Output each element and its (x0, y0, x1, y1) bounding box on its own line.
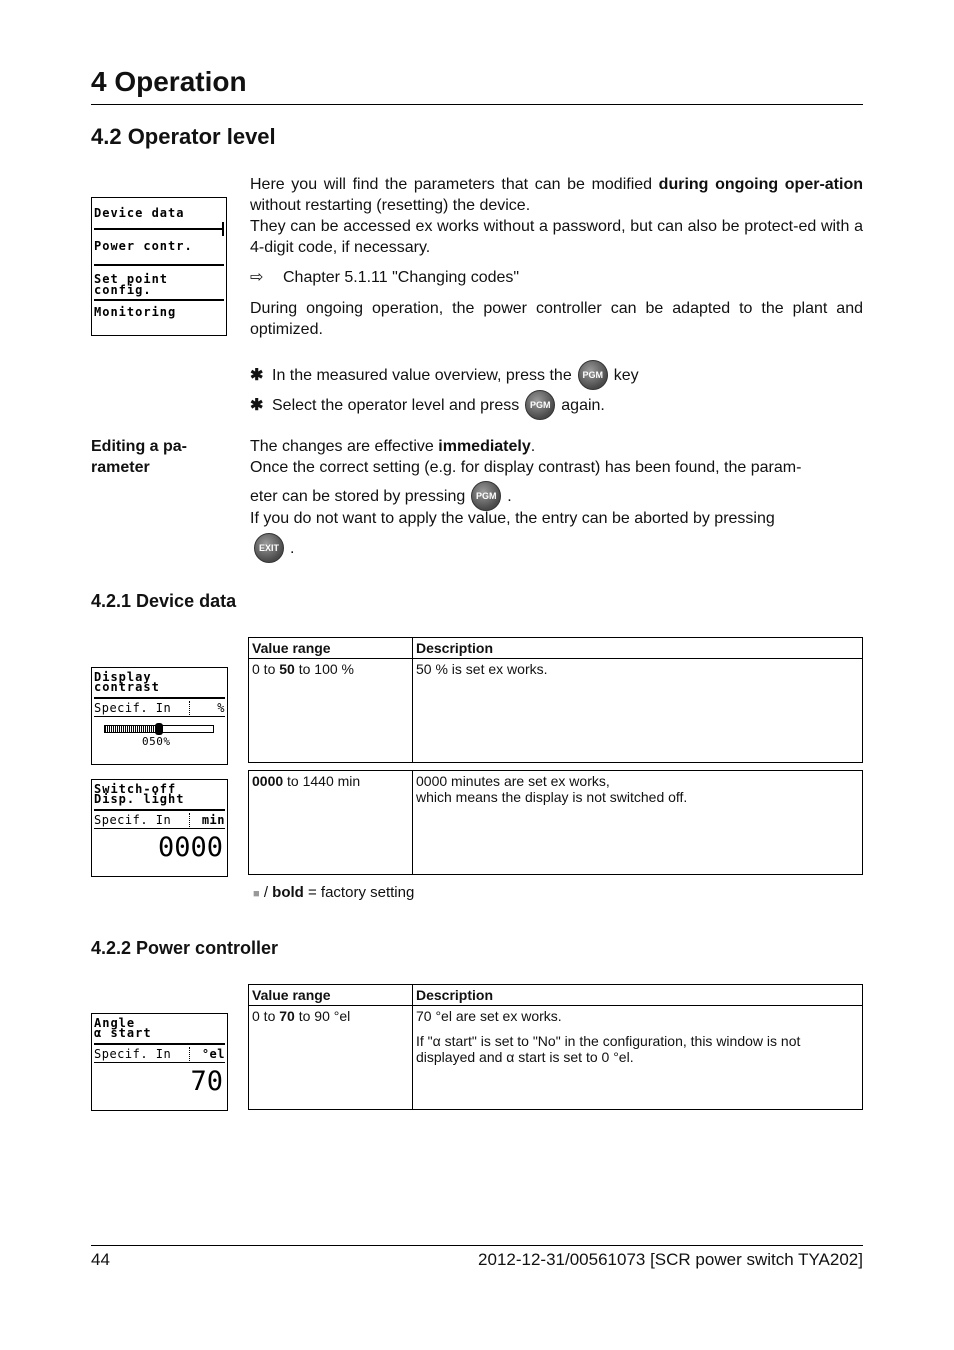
table-row (249, 1006, 863, 1110)
device-data-table (248, 637, 863, 875)
description-cell: 0000 minutes are set ex works, which means the display is not switched off. (413, 771, 863, 875)
footer-rule (91, 1245, 863, 1246)
factory-setting-square-icon: ■ (253, 888, 260, 900)
intro-paragraph: Here you will find the parameters that can be modified during ongoing oper-ation without restarting (resetting) the device. They can be accessed ex works without a password, but can also be protect-ed with a 4-digit code, if necessary. (250, 176, 863, 256)
col-header-value-range: Value range (249, 638, 413, 659)
operation-paragraph: During ongoing operation, the power controller can be adapted to the plant and optimized. (250, 300, 863, 338)
document-id: 2012-12-31/00561073 [SCR power switch TYA202] (478, 1250, 863, 1269)
chapter-reference: ⇨ Chapter 5.1.11 "Changing codes" (250, 269, 520, 286)
arrow-right-icon: ⇨ (250, 269, 264, 286)
switch-off-light-lcd: Switch-off Disp. light Specif. In min 0000 (91, 779, 228, 877)
value-range-cell: 0 to 50 to 100 % (249, 659, 413, 763)
editing-line-2: Once the correct setting (e.g. for display contrast) has been found, the param- (250, 459, 802, 476)
pgm-key-icon: PGM (471, 481, 501, 511)
description-cell: 70 °el are set ex works. If "α start" is set to "No" in the configuration, this window is not displayed and α start is set to 0 °el. (413, 1006, 863, 1110)
contrast-slider (104, 725, 214, 733)
editing-line-5: EXIT . (250, 533, 863, 563)
pgm-key-icon: PGM (578, 360, 608, 390)
menu-item-power-contr: Power contr. (94, 239, 193, 253)
menu-item-monitoring: Monitoring (94, 305, 177, 319)
exit-key-icon: EXIT (254, 533, 284, 563)
device-data-heading: 4.2.1 Device data (91, 591, 237, 611)
editing-line-3: eter can be stored by pressing PGM . (250, 481, 863, 511)
chapter-title: 4 Operation (91, 66, 247, 97)
table-row (249, 659, 863, 763)
col-header-description: Description (413, 638, 863, 659)
col-header-description: Description (413, 985, 863, 1006)
step-1: ✱ In the measured value overview, press the PGM key (250, 360, 639, 390)
menu-item-config: config. (94, 283, 152, 297)
display-contrast-lcd: Display contrast Specif. In % 050% (91, 667, 228, 765)
asterisk-icon: ✱ (250, 366, 264, 384)
menu-lcd-display (91, 197, 227, 336)
asterisk-icon: ✱ (250, 396, 264, 414)
value-range-cell: 0000 to 1440 min (249, 771, 413, 875)
legend-note: ■ / bold = factory setting (253, 884, 415, 901)
section-title: 4.2 Operator level (91, 124, 276, 149)
power-controller-heading: 4.2.2 Power controller (91, 938, 279, 958)
editing-line-1: The changes are effective immediately. (250, 438, 536, 455)
step-2: ✱ Select the operator level and press PGM again. (250, 390, 605, 420)
pgm-key-icon: PGM (525, 390, 555, 420)
menu-item-set-point: Set point (94, 272, 169, 286)
power-controller-table (248, 984, 863, 1110)
table-row (249, 771, 863, 875)
value-range-cell: 0 to 70 to 90 °el (249, 1006, 413, 1110)
col-header-value-range: Value range (249, 985, 413, 1006)
editing-side-label: Editing a pa-rameter (91, 438, 187, 476)
angle-start-lcd: Angle α start Specif. In °el 70 (91, 1013, 228, 1111)
editing-line-4: If you do not want to apply the value, the entry can be aborted by pressing (250, 510, 775, 527)
description-cell: 50 % is set ex works. (413, 659, 863, 763)
chapter-rule (91, 104, 863, 105)
menu-item-device-data: Device data (94, 206, 185, 220)
page-number: 44 (91, 1250, 110, 1269)
